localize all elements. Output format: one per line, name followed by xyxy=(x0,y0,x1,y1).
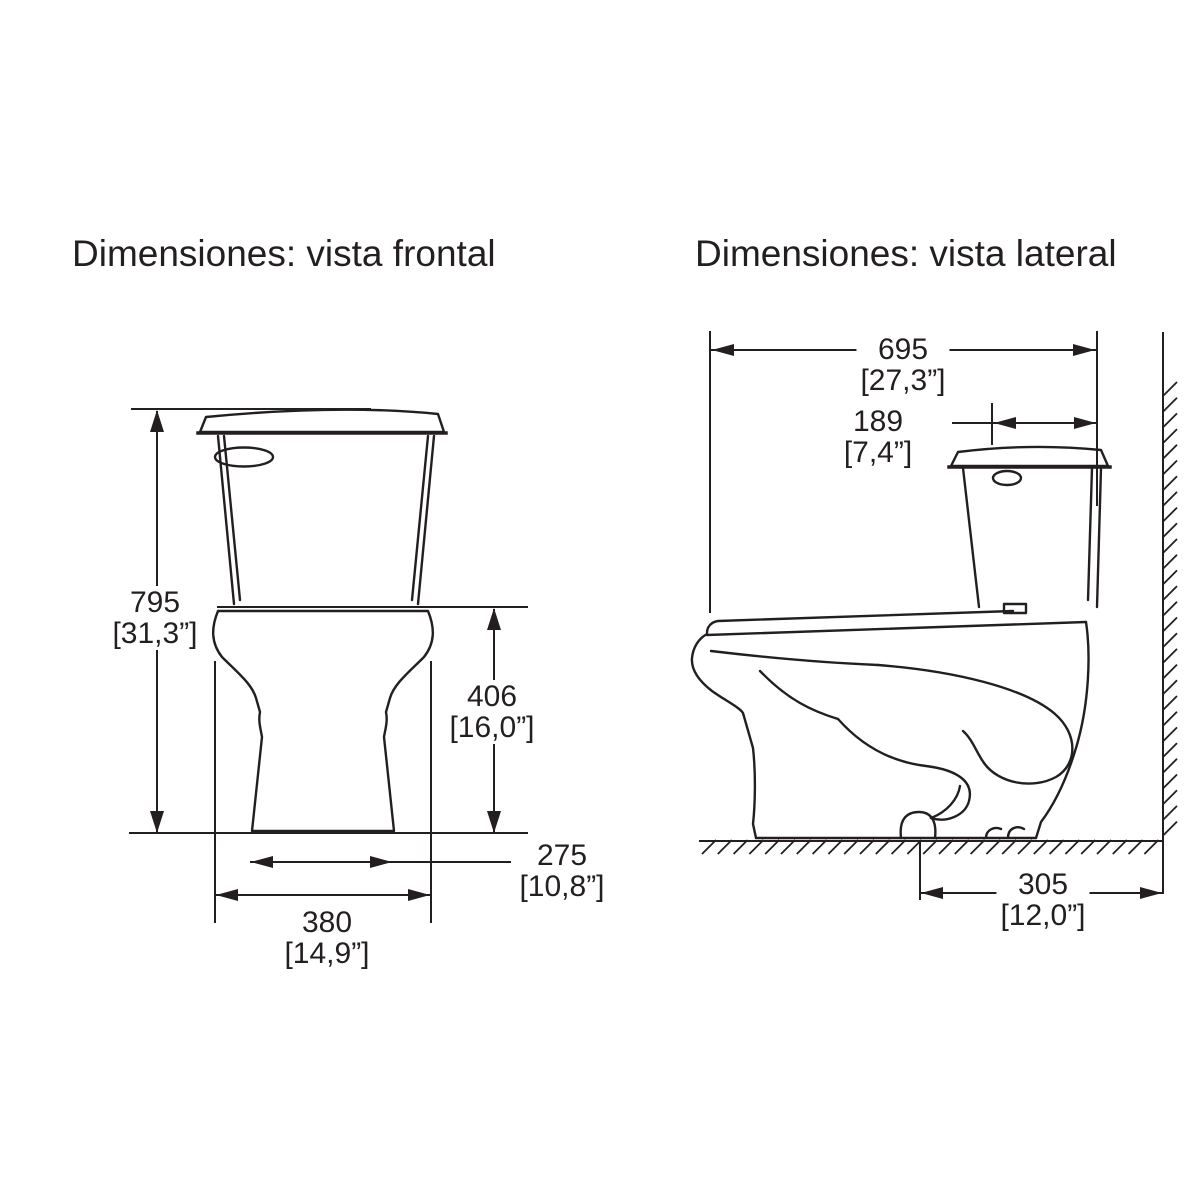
dimension-value-inches: [12,0”] xyxy=(1000,899,1086,932)
side-foot-cap-1 xyxy=(986,828,1001,838)
side-tank-rear-inner xyxy=(1088,468,1092,600)
front-view-title: Dimensiones: vista frontal xyxy=(72,233,496,274)
dimension-value-mm: 406 xyxy=(466,680,518,713)
dimension-value-mm: 275 xyxy=(536,839,588,872)
dimension-label-foot-width xyxy=(515,839,608,903)
front-tank-lid xyxy=(200,410,444,432)
dimension-label-total-height xyxy=(108,586,201,650)
side-rim-inner xyxy=(711,651,878,665)
dimension-value-mm: 695 xyxy=(877,333,929,366)
side-outlet xyxy=(901,812,936,838)
side-bowl-front-profile xyxy=(692,634,756,838)
wall-hatching xyxy=(1163,382,1177,836)
dimension-label-seat-height xyxy=(445,680,538,744)
dimension-value-mm: 795 xyxy=(129,586,181,619)
side-bowl-rear-profile xyxy=(1036,622,1089,838)
dimension-value-inches: [14,9”] xyxy=(284,937,370,970)
side-trapway-weir xyxy=(931,786,960,818)
dimension-label-overall-depth xyxy=(856,333,949,397)
dimension-value-inches: [27,3”] xyxy=(860,364,946,397)
side-tank-lid xyxy=(951,447,1108,466)
side-bowl-interior-bottom xyxy=(760,671,838,719)
dimension-value-mm: 380 xyxy=(301,906,353,939)
side-foot-cap-2 xyxy=(1008,827,1024,838)
side-tank-front xyxy=(963,468,979,607)
side-view-title: Dimensiones: vista lateral xyxy=(695,233,1117,274)
dimension-value-inches: [31,3”] xyxy=(112,617,198,650)
front-bowl-outline xyxy=(213,611,433,831)
side-flush-button xyxy=(993,471,1021,485)
dimension-value-mm: 305 xyxy=(1017,868,1069,901)
front-view-drawing xyxy=(198,410,446,831)
side-view-drawing xyxy=(692,447,1110,838)
ground-hatching xyxy=(702,840,1158,854)
side-seat-bottom xyxy=(707,622,1086,635)
dimension-value-inches: [16,0”] xyxy=(449,711,535,744)
dimension-label-tank-depth xyxy=(840,405,916,469)
dimension-value-inches: [10,8”] xyxy=(519,870,605,903)
side-trapway-upper xyxy=(878,665,1072,784)
dimension-value-mm: 189 xyxy=(852,405,904,438)
dimension-label-overall-width xyxy=(280,906,373,970)
front-flush-button xyxy=(215,448,273,467)
dimension-label-rough-in xyxy=(996,868,1089,932)
dimension-value-inches: [7,4”] xyxy=(843,436,913,469)
